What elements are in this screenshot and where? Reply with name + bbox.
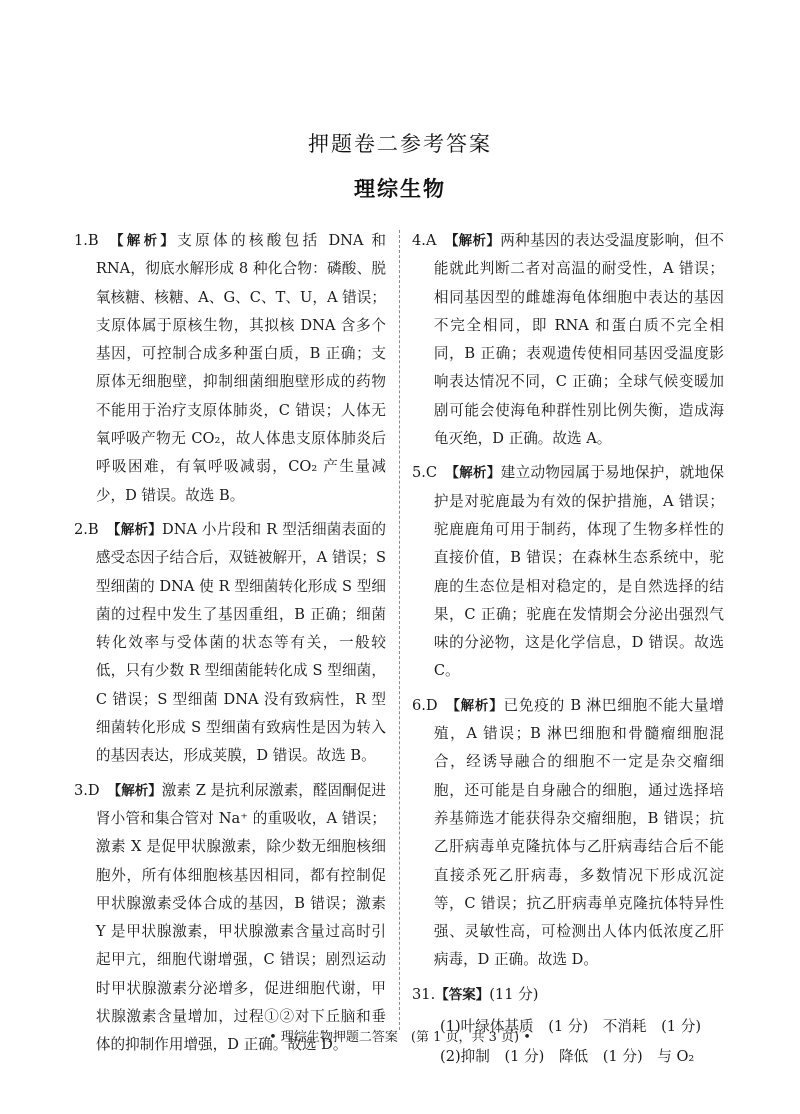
analysis-tag: 【解析】: [444, 233, 501, 249]
analysis-tag: 【解析】: [445, 697, 504, 714]
page-footer: • 理综生物押题二答案 (第 1 页，共 3 页) •: [269, 1030, 531, 1045]
analysis-tag: 【解析】: [107, 782, 162, 799]
answer-number: 2.B: [74, 520, 99, 538]
right-column: [412, 227, 724, 1074]
answer-text: 已免疫的 B 淋巴细胞不能大量增殖，A 错误；B 淋巴细胞和骨髓瘤细胞混合，经诱导融合的细胞不一定是杂交瘤细胞，还可能是自身融合的细胞，通过选择培养基筛选才能获得杂交瘤细胞，B 错误；抗乙肝病毒单克隆抗体与乙肝病毒结合后不能直接杀死乙肝病毒，多数情况下形成沉淀等，C 错误；抗乙肝病毒单克隆抗体特异性强、灵敏性高，可检测出人体内低浓度乙肝病毒，D 正确。故选 D。: [433, 696, 724, 969]
answer-number: 31.: [412, 985, 436, 1003]
answer-number: 5.C: [412, 464, 438, 482]
column-divider: [399, 230, 400, 1030]
subject-heading: 理综生物: [354, 177, 446, 201]
answer-number: 1.B: [74, 232, 99, 249]
analysis-tag: 【解析】: [106, 233, 178, 249]
answer-31-line-1: (1)叶绿体基质 (1 分) 不消耗 (1 分): [440, 1018, 702, 1036]
answer-31-line-2: (2)抑制 (1 分) 降低 (1 分) 与 O₂: [440, 1048, 695, 1066]
answer-item-3: [74, 777, 386, 1060]
answer-number: 3.D: [74, 781, 100, 799]
left-column: [74, 227, 386, 1066]
answer-text: 激素 Z 是抗利尿激素，醛固酮促进肾小管和集合管对 Na⁺ 的重吸收，A 错误；激素 X 是促甲状腺激素，除少数无细胞核细胞外，所有体细胞核基因相同，都有控制促甲状腺激素受体合成的基因，B 错误；激素 Y 是甲状腺激素，甲状腺激素含量过高时引起甲亢，细胞代谢增强，C 错误；剧烈运动时甲状腺激素分泌增多，促进细胞代谢，甲状腺激素含量增加，过程①②对下丘脑和垂体的抑制作用增强，D 正确。故选 D。: [95, 781, 387, 1054]
answer-number: 6.D: [412, 696, 438, 714]
answer-item-31: [412, 981, 724, 1009]
answer-text: DNA 小片段和 R 型活细菌表面的感受态因子结合后，双链被解开，A 错误；S 型细菌的 DNA 使 R 型细菌转化形成 S 型细菌的过程中发生了基因重组，B 正确；细菌转化效率与受体菌的状态等有关，一般较低，只有少数 R 型细菌能转化成 S 型细菌，C 错误；S 型细菌 DNA 没有致病性，R 型细菌转化形成 S 型细菌有致病性是因为转入的基因表达，形成荚膜，D 错误。故选 B。: [95, 520, 386, 765]
answer-score: (11 分): [489, 985, 539, 1003]
analysis-tag: 【解析】: [106, 521, 163, 538]
answer-item-5: [412, 459, 724, 685]
answer-text: 支原体的核酸包括 DNA 和 RNA，彻底水解形成 8 种化合物：磷酸、脱氧核糖、核糖、A、G、C、T、U，A 错误；支原体属于原核生物，其拟核 DNA 含多个基因，可控制合成多种蛋白质，B 正确；支原体无细胞壁，抑制细菌细胞壁形成的药物不能用于治疗支原体肺炎，C 错误；人体无氧呼吸产物无 CO₂，故人体患支原体肺炎后呼吸困难，有氧呼吸减弱，CO₂ 产生量减少，D 错误。故选 B。: [95, 232, 387, 504]
answer-text: 两种基因的表达受温度影响，但不能就此判断二者对高温的耐受性，A 错误；相同基因型的雌雄海龟体细胞中表达的基因不完全相同，即 RNA 和蛋白质不完全相同，B 正确；表观遗传使相同基因受温度影响表达情况不同，C 正确；全球气候变暖加剧可能会使海龟种群性别比例失衡，造成海龟灭绝，D 正确。故选 A。: [433, 232, 724, 448]
answer-tag: 【答案】: [435, 986, 490, 1003]
answer-item-6: [412, 692, 724, 975]
answer-text: 建立动物园属于易地保护，就地保护是对驼鹿最为有效的保护措施，A 错误；驼鹿鹿角可用于制药，体现了生物多样性的直接价值，B 错误；在森林生态系统中，驼鹿的生态位是相对稳定的，是自然选择的结果，C 正确；驼鹿在发情期会分泌出强烈气味的分泌物，这是化学信息，D 错误。故选 C。: [433, 464, 724, 680]
page-title: 押题卷二参考答案: [308, 132, 492, 156]
answer-item-4: [412, 227, 724, 453]
answer-item-1: [74, 227, 386, 510]
answer-item-2: [74, 516, 386, 771]
analysis-tag: 【解析】: [445, 465, 501, 482]
answer-number: 4.A: [412, 232, 437, 249]
